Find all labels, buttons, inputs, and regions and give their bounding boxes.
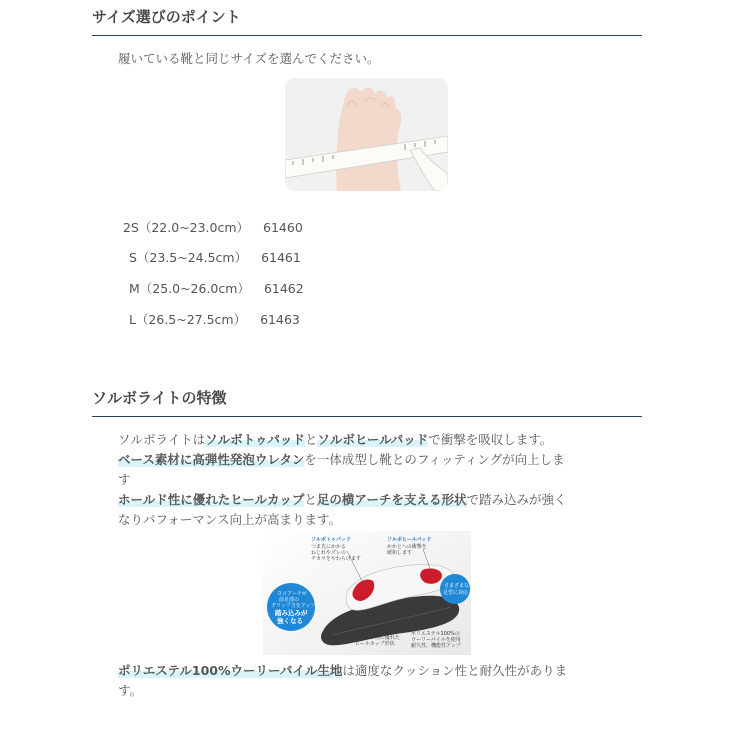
feature-paragraph-3 (118, 490, 567, 530)
badge-arch-line2: 前足部の (279, 597, 300, 603)
size-code: 61463 (260, 312, 300, 327)
text: ソルボライトは (118, 432, 206, 447)
text: を一体成型し靴とのフィッティングが向上しま (304, 452, 565, 467)
size-label: L（26.5~27.5cm） (128, 312, 247, 327)
section-heading-features: ソルボライトの特徴 (92, 387, 642, 417)
callout-toe-title: ソルボトゥパッド (311, 537, 351, 543)
highlight-pile-fabric: ポリエステル100%ウーリーパイル生地 (118, 663, 343, 678)
size-label: S（23.5~24.5cm） (128, 250, 248, 265)
size-row-s (121, 233, 301, 266)
size-row-2s (115, 203, 303, 236)
label-pile-line1: ポリエステル100%の (411, 631, 460, 637)
size-row-l (121, 295, 300, 328)
callout-heel-line1: かかとへの衝撃を (387, 544, 427, 550)
highlight-heel-cup: ホールド性に優れたヒールカップ (118, 492, 305, 507)
highlight-arch: 足の横アーチを支える形状 (316, 492, 467, 507)
callout-toe-line2: ねじれやズレの (311, 550, 347, 556)
badge-arch-line5: 強くなる (277, 617, 303, 625)
badge-arch-line1: ヨコアーチが (277, 591, 307, 597)
size-label: 2S（22.0~23.0cm） (122, 220, 250, 235)
label-pile-line2: ウーリーパイルを使用 (411, 637, 461, 643)
highlight-base-material: ベース素材に高弾性発泡ウレタン (118, 452, 305, 467)
text: す (118, 472, 131, 487)
feature-paragraph-4 (118, 661, 567, 701)
text: す。 (118, 683, 143, 698)
text: は適度なクッション性と耐久性がありま (342, 663, 568, 678)
text: と (304, 432, 318, 447)
feature-paragraph-2 (118, 450, 565, 490)
label-heelcup-line1: ホールド性に優れた (355, 635, 400, 641)
size-code: 61460 (263, 220, 303, 235)
badge-arch-line3: グリップ力をアップ (271, 603, 316, 609)
label-heelcup-line2: ヒールカップ形状 (355, 641, 395, 647)
text: なりパフォーマンス向上が高まります。 (118, 512, 342, 527)
text: で衝撃を吸収します。 (428, 432, 553, 447)
callout-heel-line2: 緩和します (387, 550, 413, 556)
size-code: 61462 (263, 281, 304, 296)
callout-toe-line3: チカラをやわらげます (311, 556, 361, 562)
fit-badge (440, 574, 470, 604)
section-heading-size: サイズ選びのポイント (92, 6, 642, 36)
size-row-m (121, 264, 304, 297)
size-code: 61461 (261, 250, 301, 265)
text: と (304, 492, 317, 507)
badge-fit-line2: 足型に対応 (443, 590, 469, 596)
label-pile-line3: 耐久性、機能性アップ (411, 643, 461, 649)
highlight-toe-pad: ソルボトゥパッド (205, 432, 305, 447)
badge-fit-line1: さまざまな (444, 583, 470, 589)
size-label: M（25.0~26.0cm） (128, 281, 250, 296)
foot-measure-photo (285, 78, 448, 191)
callout-toe-line1: つま先にかかる (311, 544, 347, 550)
callout-heel-title: ソルボヒールパッド (387, 537, 432, 543)
feature-paragraph-1 (118, 430, 552, 450)
highlight-heel-pad: ソルボヒールパッド (317, 432, 429, 447)
text: で踏み込みが強く (466, 492, 567, 507)
badge-arch-line4: 踏み込みが (275, 609, 308, 617)
insole-diagram (263, 531, 471, 655)
size-intro-text: 履いている靴と同じサイズを選んでください。 (118, 51, 380, 66)
